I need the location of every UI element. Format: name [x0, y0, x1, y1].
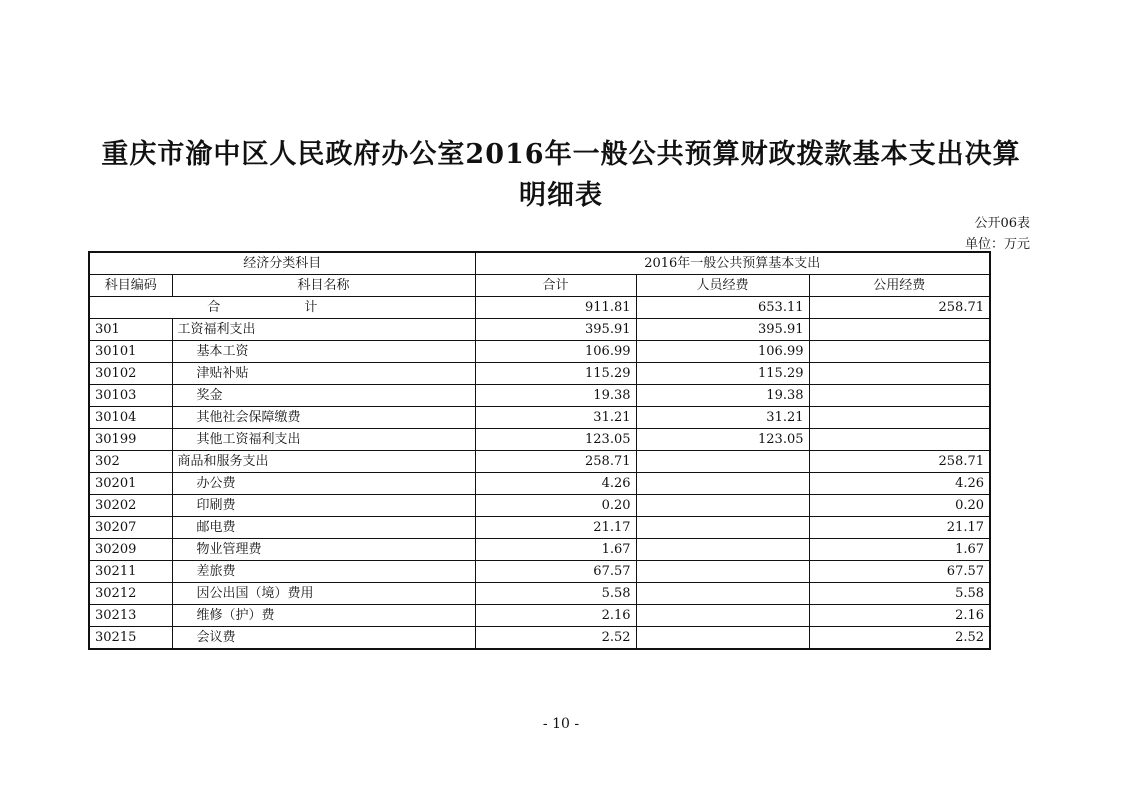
- table-row: [89, 583, 990, 605]
- table-row: [89, 385, 990, 407]
- unit-label: 单位：万元: [964, 237, 1030, 252]
- total-cell: 123.05: [475, 429, 636, 451]
- total-cell: 258.71: [475, 451, 636, 473]
- public-cell: 258.71: [809, 297, 990, 319]
- code-cell: 301: [89, 319, 172, 341]
- table-row: [89, 341, 990, 363]
- col-header-name: 科目名称: [172, 275, 475, 297]
- public-cell: 2.16: [809, 605, 990, 627]
- table-row: [89, 451, 990, 473]
- code-cell: 30207: [89, 517, 172, 539]
- total-cell: 2.52: [475, 627, 636, 650]
- code-cell: 30212: [89, 583, 172, 605]
- total-cell: 19.38: [475, 385, 636, 407]
- name-cell: 会议费: [172, 627, 475, 650]
- total-cell: 67.57: [475, 561, 636, 583]
- code-cell: 30199: [89, 429, 172, 451]
- total-cell: 21.17: [475, 517, 636, 539]
- table-row: [89, 561, 990, 583]
- table-row: [89, 627, 990, 650]
- total-cell: 2.16: [475, 605, 636, 627]
- personnel-cell: [636, 627, 809, 650]
- col-header-total: 合计: [475, 275, 636, 297]
- code-cell: 30213: [89, 605, 172, 627]
- name-cell: 奖金: [172, 385, 475, 407]
- group-header-classification: 经济分类科目: [89, 252, 475, 275]
- personnel-cell: 395.91: [636, 319, 809, 341]
- name-cell: 印刷费: [172, 495, 475, 517]
- personnel-cell: 115.29: [636, 363, 809, 385]
- col-header-code: 科目编码: [89, 275, 172, 297]
- code-cell: 30209: [89, 539, 172, 561]
- code-cell: 30102: [89, 363, 172, 385]
- total-row: [89, 297, 990, 319]
- table-row: [89, 319, 990, 341]
- personnel-cell: [636, 451, 809, 473]
- total-label: 合 计: [89, 297, 475, 319]
- table-row: [89, 517, 990, 539]
- code-cell: 30104: [89, 407, 172, 429]
- col-header-personnel: 人员经费: [636, 275, 809, 297]
- code-cell: 30103: [89, 385, 172, 407]
- page-title: 重庆市渝中区人民政府办公室2016年一般公共预算财政拨款基本支出决算: [101, 139, 1021, 170]
- total-cell: 395.91: [475, 319, 636, 341]
- personnel-cell: 653.11: [636, 297, 809, 319]
- public-cell: 258.71: [809, 451, 990, 473]
- name-cell: 其他社会保障缴费: [172, 407, 475, 429]
- public-cell: [809, 341, 990, 363]
- name-cell: 工资福利支出: [172, 319, 475, 341]
- code-cell: 30202: [89, 495, 172, 517]
- code-cell: 30215: [89, 627, 172, 650]
- public-cell: 0.20: [809, 495, 990, 517]
- public-cell: [809, 429, 990, 451]
- total-cell: 31.21: [475, 407, 636, 429]
- personnel-cell: [636, 561, 809, 583]
- total-cell: 4.26: [475, 473, 636, 495]
- personnel-cell: 31.21: [636, 407, 809, 429]
- total-cell: 5.58: [475, 583, 636, 605]
- name-cell: 物业管理费: [172, 539, 475, 561]
- table-row: [89, 495, 990, 517]
- name-cell: 津贴补贴: [172, 363, 475, 385]
- table-row: [89, 429, 990, 451]
- personnel-cell: [636, 583, 809, 605]
- total-cell: 106.99: [475, 341, 636, 363]
- name-cell: 其他工资福利支出: [172, 429, 475, 451]
- name-cell: 办公费: [172, 473, 475, 495]
- col-header-public: 公用经费: [809, 275, 990, 297]
- code-cell: 302: [89, 451, 172, 473]
- personnel-cell: 123.05: [636, 429, 809, 451]
- name-cell: 因公出国（境）费用: [172, 583, 475, 605]
- expenditure-table: [88, 251, 991, 650]
- table-row: [89, 473, 990, 495]
- personnel-cell: [636, 517, 809, 539]
- public-cell: [809, 407, 990, 429]
- public-cell: 67.57: [809, 561, 990, 583]
- public-cell: [809, 363, 990, 385]
- public-cell: 5.58: [809, 583, 990, 605]
- personnel-cell: [636, 539, 809, 561]
- page-number: - 10 -: [542, 716, 580, 732]
- personnel-cell: [636, 605, 809, 627]
- public-cell: 2.52: [809, 627, 990, 650]
- total-cell: 115.29: [475, 363, 636, 385]
- group-header-expenditure: 2016年一般公共预算基本支出: [475, 252, 990, 275]
- table-row: [89, 407, 990, 429]
- code-cell: 30101: [89, 341, 172, 363]
- page-title-line2: 明细表: [519, 180, 603, 211]
- code-cell: 30201: [89, 473, 172, 495]
- personnel-cell: [636, 473, 809, 495]
- table-body: [89, 319, 990, 650]
- name-cell: 商品和服务支出: [172, 451, 475, 473]
- personnel-cell: [636, 495, 809, 517]
- name-cell: 基本工资: [172, 341, 475, 363]
- total-cell: 1.67: [475, 539, 636, 561]
- public-cell: [809, 385, 990, 407]
- form-number: 公开06表: [974, 216, 1030, 231]
- code-cell: 30211: [89, 561, 172, 583]
- name-cell: 差旅费: [172, 561, 475, 583]
- name-cell: 邮电费: [172, 517, 475, 539]
- public-cell: [809, 319, 990, 341]
- table-row: [89, 605, 990, 627]
- table-row: [89, 363, 990, 385]
- total-cell: 0.20: [475, 495, 636, 517]
- public-cell: 4.26: [809, 473, 990, 495]
- public-cell: 1.67: [809, 539, 990, 561]
- table-row: [89, 539, 990, 561]
- public-cell: 21.17: [809, 517, 990, 539]
- personnel-cell: 19.38: [636, 385, 809, 407]
- name-cell: 维修（护）费: [172, 605, 475, 627]
- total-cell: 911.81: [475, 297, 636, 319]
- personnel-cell: 106.99: [636, 341, 809, 363]
